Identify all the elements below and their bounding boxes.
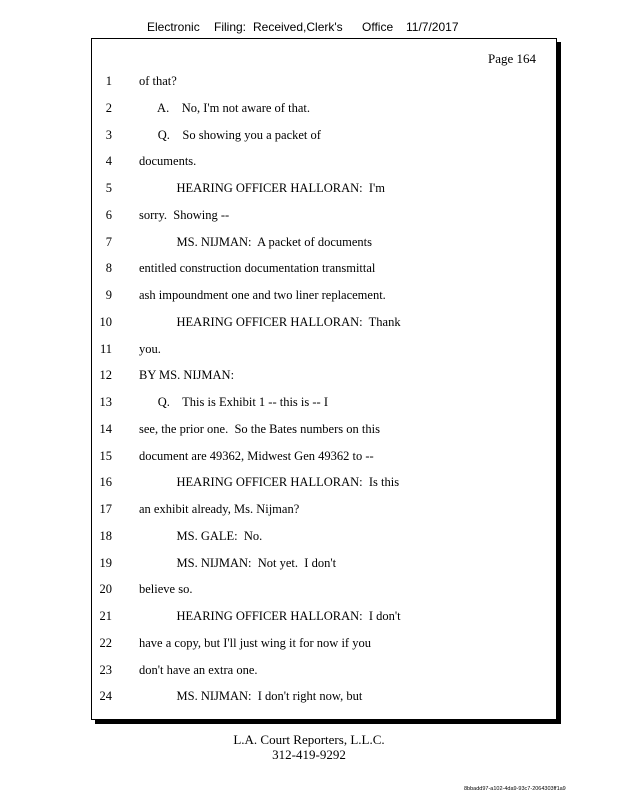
line-text: of that?	[139, 74, 177, 88]
line-text: BY MS. NIJMAN:	[139, 368, 235, 383]
stamp-label: Electronic	[147, 20, 200, 34]
transcript-line	[92, 502, 558, 520]
line-number: 1	[105, 74, 112, 88]
line-number: 5	[105, 181, 112, 195]
transcript-line	[92, 315, 558, 333]
line-text: HEARING OFFICER HALLORAN: I don't	[139, 609, 401, 623]
line-number: 14	[99, 421, 112, 436]
line-text: document are 49362, Midwest Gen 49362 to --	[139, 448, 374, 463]
line-text: have a copy, but I'll just wing it for now if you	[139, 635, 371, 650]
line-text: MS. GALE: No.	[139, 528, 263, 543]
document-hash: 8bbadd97-a102-4da9-93c7-2064303ff1a9	[464, 786, 566, 792]
transcript-line	[92, 368, 558, 386]
transcript-line	[92, 449, 558, 467]
line-number: 19	[99, 555, 112, 570]
transcript-line	[92, 663, 558, 681]
line-number: 23	[99, 662, 112, 677]
line-text: you.	[139, 341, 161, 356]
page-number: Page 164	[487, 51, 536, 66]
transcript-line	[92, 422, 558, 440]
line-text: MS. NIJMAN: I don't right now, but	[139, 689, 363, 704]
transcript-line	[92, 475, 558, 493]
transcript-line	[92, 582, 558, 600]
line-number: 22	[99, 635, 112, 650]
transcript-line	[92, 636, 558, 654]
transcript-line	[92, 208, 558, 226]
transcript-line	[92, 128, 558, 146]
line-number: 11	[99, 341, 112, 356]
line-text: entitled construction documentation transmittal	[139, 261, 376, 276]
line-text: Q. This is Exhibit 1 -- this is -- I	[139, 395, 329, 409]
line-text: an exhibit already, Ms. Nijman?	[139, 502, 300, 516]
transcript-line	[92, 261, 558, 279]
line-number: 7	[105, 234, 112, 249]
line-text: believe so.	[139, 582, 193, 597]
stamp-received: Received,Clerk's	[253, 20, 343, 34]
transcript-line	[92, 288, 558, 306]
transcript-line	[92, 101, 558, 119]
line-number: 13	[99, 395, 112, 409]
line-number: 16	[99, 475, 112, 490]
line-number: 8	[105, 261, 112, 276]
line-number: 17	[99, 502, 112, 516]
transcript-line	[92, 181, 558, 199]
transcript-line	[92, 556, 558, 574]
line-number: 4	[105, 154, 112, 169]
line-number: 24	[99, 689, 112, 704]
line-text: MS. NIJMAN: Not yet. I don't	[139, 555, 337, 570]
stamp-office: Office	[362, 20, 394, 34]
filing-stamp	[0, 20, 618, 38]
line-number: 3	[105, 127, 112, 142]
line-text: HEARING OFFICER HALLORAN: I'm	[139, 181, 386, 195]
transcript-line	[92, 74, 558, 92]
line-text: HEARING OFFICER HALLORAN: Thank	[139, 314, 401, 329]
line-number: 20	[99, 582, 112, 597]
line-number: 2	[105, 100, 112, 115]
footer	[0, 732, 618, 762]
line-number: 18	[99, 528, 112, 543]
line-text: HEARING OFFICER HALLORAN: Is this	[139, 475, 400, 490]
line-number: 9	[105, 288, 112, 302]
line-text: sorry. Showing --	[139, 207, 230, 222]
line-text: ash impoundment one and two liner replacement.	[139, 288, 386, 302]
transcript-line	[92, 395, 558, 413]
footer-company: L.A. Court Reporters, L.L.C.	[233, 732, 385, 747]
line-text: documents.	[139, 154, 197, 169]
footer-phone: 312-419-9292	[272, 747, 346, 762]
line-text: MS. NIJMAN: A packet of documents	[139, 234, 372, 249]
line-text: Q. So showing you a packet of	[139, 127, 321, 142]
transcript-line	[92, 689, 558, 707]
transcript-line	[92, 235, 558, 253]
line-number: 6	[105, 207, 112, 222]
transcript-page	[91, 38, 557, 720]
line-text: don't have an extra one.	[139, 662, 258, 677]
line-number: 21	[99, 609, 112, 623]
transcript-line	[92, 609, 558, 627]
transcript-line	[92, 154, 558, 172]
transcript-line	[92, 529, 558, 547]
line-number: 15	[99, 448, 112, 463]
line-number: 10	[99, 314, 112, 329]
line-text: see, the prior one. So the Bates numbers on this	[139, 421, 380, 436]
transcript-line	[92, 342, 558, 360]
line-number: 12	[99, 368, 112, 383]
stamp-filing: Filing:	[214, 20, 247, 34]
line-text: A. No, I'm not aware of that.	[139, 100, 310, 115]
stamp-date: 11/7/2017	[406, 20, 459, 34]
